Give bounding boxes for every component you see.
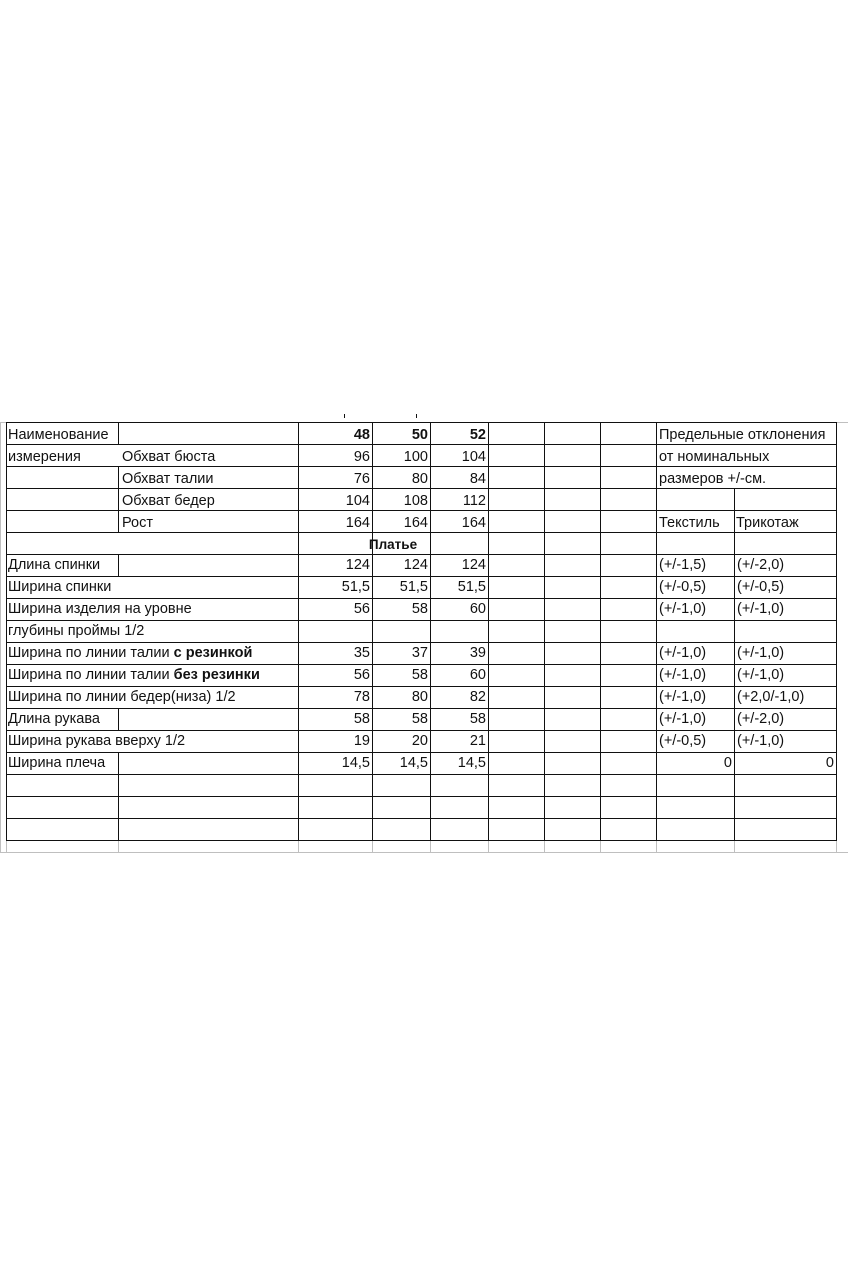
size-value-48: 19	[353, 733, 370, 749]
body-measure-label: Обхват бедер	[122, 493, 215, 509]
gridline	[118, 840, 119, 853]
measurement-label	[6, 598, 298, 620]
header-name-line1: Наименование	[8, 427, 109, 443]
size-value-52: 60	[469, 667, 486, 683]
deviation-header-line2: от номинальных	[659, 449, 770, 465]
size-value-48: 14,5	[341, 755, 370, 771]
gridline	[0, 852, 848, 853]
knit-tolerance: (+/-2,0)	[737, 557, 785, 573]
measurement-label	[6, 576, 298, 598]
tick-mark	[344, 414, 345, 418]
size-value-48: 58	[353, 711, 370, 727]
measurement-label-text: Ширина по линии талии	[8, 667, 174, 683]
body-measure-value: 164	[345, 515, 370, 531]
knit-tolerance: 0	[825, 755, 834, 771]
textile-header: Текстиль	[659, 515, 720, 531]
knit-tolerance	[735, 620, 837, 642]
textile-tolerance: (+/-1,0)	[659, 667, 707, 683]
cell-border	[6, 796, 836, 797]
gridline	[298, 840, 299, 853]
size-value-52	[430, 620, 488, 642]
body-measure-label: Обхват талии	[122, 471, 214, 487]
measurement-label-emphasis: без резинки	[173, 667, 260, 683]
header-name-line2: измерения	[8, 449, 81, 465]
measurement-label-text: Длина спинки	[8, 557, 101, 573]
gridline	[600, 840, 601, 853]
size-value-48: 51,5	[341, 579, 370, 595]
size-value-52: 39	[469, 645, 486, 661]
gridline	[6, 840, 7, 853]
measurement-label-text: Ширина рукава вверху 1/2	[8, 733, 186, 749]
measurement-label-text: Длина рукава	[8, 711, 100, 727]
body-measure-value: 96	[353, 449, 370, 465]
gridline	[430, 840, 431, 853]
size-value-52: 51,5	[457, 579, 486, 595]
measurement-label	[6, 730, 298, 752]
textile-tolerance: (+/-1,0)	[659, 711, 707, 727]
body-measure-value: 164	[461, 515, 486, 531]
size-52-header: 52	[469, 427, 486, 443]
body-measure-value: 108	[403, 493, 428, 509]
body-measure-label: Рост	[122, 515, 153, 531]
size-value-50: 58	[411, 711, 428, 727]
knit-tolerance: (+/-0,5)	[737, 579, 785, 595]
cell-border	[6, 422, 836, 423]
gridline	[0, 422, 1, 853]
textile-tolerance: 0	[723, 755, 732, 771]
size-value-52: 58	[469, 711, 486, 727]
tick-mark	[416, 414, 417, 418]
knit-tolerance: (+/-2,0)	[737, 711, 785, 727]
size-value-50: 124	[403, 557, 428, 573]
size-50-header: 50	[411, 427, 428, 443]
size-value-48: 78	[353, 689, 370, 705]
cell-border	[6, 840, 836, 841]
gridline	[372, 840, 373, 853]
body-measure-value: 164	[403, 515, 428, 531]
size-value-50: 58	[411, 667, 428, 683]
measurement-label-text: Ширина по линии бедер(низа) 1/2	[8, 689, 236, 705]
cell-border	[6, 818, 836, 819]
deviation-header-line3: размеров +/-см.	[659, 471, 767, 487]
body-measure-label: Обхват бюста	[122, 449, 216, 465]
measurement-label-text: Ширина спинки	[8, 579, 112, 595]
deviation-header-line1: Предельные отклонения	[659, 427, 826, 443]
size-value-50	[372, 620, 430, 642]
size-value-52: 124	[461, 557, 486, 573]
size-value-48: 56	[353, 667, 370, 683]
size-48-header: 48	[353, 427, 370, 443]
measurement-label-text: Ширина изделия на уровне	[8, 601, 192, 617]
measurement-label-emphasis: с резинкой	[173, 645, 253, 661]
body-measure-value: 100	[403, 449, 428, 465]
gridline	[488, 840, 489, 853]
size-value-48: 56	[353, 601, 370, 617]
size-value-50: 80	[411, 689, 428, 705]
cell-border	[6, 774, 836, 775]
textile-tolerance: (+/-0,5)	[659, 579, 707, 595]
body-measure-value: 112	[462, 493, 486, 509]
size-value-50: 20	[411, 733, 428, 749]
measurement-label-text: Ширина по линии талии	[8, 645, 174, 661]
knit-tolerance: (+/-1,0)	[737, 645, 785, 661]
measurement-label	[6, 752, 298, 774]
textile-tolerance: (+/-1,5)	[659, 557, 707, 573]
section-title: Платье	[368, 537, 418, 552]
gridline	[734, 840, 735, 853]
textile-tolerance: (+/-1,0)	[659, 689, 707, 705]
body-measure-value: 80	[411, 471, 428, 487]
cell-border	[600, 422, 601, 841]
cell-border	[118, 466, 119, 532]
textile-tolerance: (+/-0,5)	[659, 733, 707, 749]
body-measure-value: 84	[469, 471, 486, 487]
measurement-label-text: глубины проймы 1/2	[8, 623, 145, 639]
measurement-label	[6, 686, 298, 708]
cell-border	[544, 422, 545, 841]
gridline	[836, 840, 837, 853]
size-value-52: 21	[469, 733, 486, 749]
size-value-50: 51,5	[399, 579, 428, 595]
measurement-label	[6, 664, 298, 686]
size-value-52: 82	[469, 689, 486, 705]
size-value-50: 14,5	[399, 755, 428, 771]
size-value-48: 35	[353, 645, 370, 661]
textile-tolerance: (+/-1,0)	[659, 601, 707, 617]
measurement-label	[6, 642, 298, 664]
body-measure-value: 104	[461, 449, 486, 465]
body-measure-value: 76	[353, 471, 370, 487]
measurement-label	[6, 554, 298, 576]
knit-tolerance: (+/-1,0)	[737, 733, 785, 749]
measurement-label-text: Ширина плеча	[8, 755, 106, 771]
cell-border	[488, 422, 489, 841]
textile-tolerance	[657, 620, 735, 642]
gridline	[656, 840, 657, 853]
size-value-52: 60	[469, 601, 486, 617]
knit-tolerance: (+2,0/-1,0)	[737, 689, 805, 705]
measurement-label	[6, 620, 298, 642]
size-value-52: 14,5	[457, 755, 486, 771]
measurement-label	[6, 708, 298, 730]
size-value-48	[298, 620, 372, 642]
size-value-50: 58	[411, 601, 428, 617]
knit-header: Трикотаж	[736, 515, 799, 531]
knit-tolerance: (+/-1,0)	[737, 601, 785, 617]
textile-tolerance: (+/-1,0)	[659, 645, 707, 661]
size-value-50: 37	[411, 645, 428, 661]
gridline	[544, 840, 545, 853]
knit-tolerance: (+/-1,0)	[737, 667, 785, 683]
body-measure-value: 104	[345, 493, 370, 509]
size-value-48: 124	[345, 557, 370, 573]
